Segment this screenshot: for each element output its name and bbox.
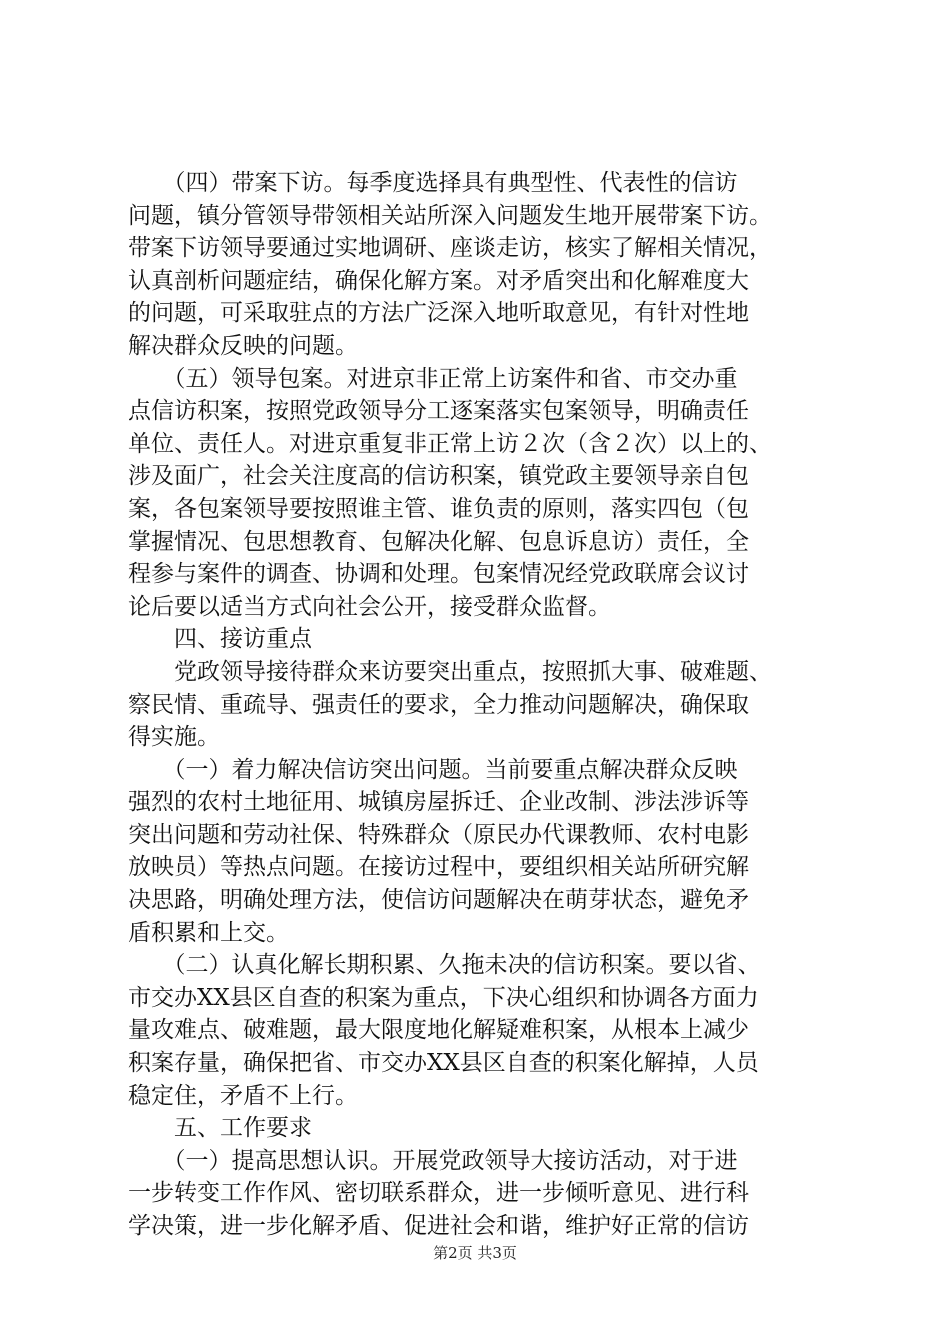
- text-line: 得实施。: [128, 724, 220, 751]
- text-line: 一步转变工作作风、密切联系群众，进一步倾听意见、进行科: [128, 1180, 749, 1207]
- text-line: 程参与案件的调查、协调和处理。包案情况经党政联席会议讨: [128, 561, 749, 588]
- text-line: 点信访积案，按照党政领导分工逐案落实包案领导，明确责任: [128, 398, 749, 425]
- section-heading: 五、工作要求: [128, 1115, 312, 1142]
- text-line: 积案存量，确保把省、市交办XX县区自查的积案化解掉，人员: [128, 1050, 759, 1077]
- page-number: 第2页 共3页: [433, 1244, 517, 1262]
- document-body: [128, 167, 828, 1243]
- text-line: 放映员）等热点问题。在接访过程中，要组织相关站所研究解: [128, 854, 749, 881]
- text-line: （四）带案下访。每季度选择具有典型性、代表性的信访: [128, 170, 738, 196]
- text-line: 党政领导接待群众来访要突出重点，按照抓大事、破难题、: [128, 658, 772, 685]
- text-line: 突出问题和劳动社保、特殊群众（原民办代课教师、农村电影: [128, 821, 749, 848]
- text-line: 量攻难点、破难题，最大限度地化解疑难积案，从根本上减少: [128, 1017, 749, 1044]
- text-line: （二）认真化解长期积累、久拖未决的信访积案。要以省、: [128, 952, 761, 979]
- text-line: 盾积累和上交。: [128, 919, 289, 946]
- text-line: 单位、责任人。对进京重复非正常上访２次（含２次）以上的、: [128, 430, 772, 457]
- text-line: 涉及面广，社会关注度高的信访积案，镇党政主要领导亲自包: [128, 463, 749, 490]
- text-line: 强烈的农村土地征用、城镇房屋拆迁、企业改制、涉法涉诉等: [128, 789, 749, 816]
- text-line: （一）提高思想认识。开展党政领导大接访活动，对于进: [128, 1147, 738, 1174]
- text-line: 问题，镇分管领导带领相关站所深入问题发生地开展带案下访。: [128, 202, 772, 229]
- text-line: 掌握情况、包思想教育、包解决化解、包息诉息访）责任，全: [128, 528, 749, 555]
- text-line: 察民情、重疏导、强责任的要求，全力推动问题解决，确保取: [128, 691, 749, 718]
- section-heading: 四、接访重点: [128, 626, 312, 653]
- text-line: 案，各包案领导要按照谁主管、谁负责的原则，落实四包（包: [128, 495, 749, 522]
- text-line: 解决群众反映的问题。: [128, 332, 358, 359]
- text-line: 认真剖析问题症结，确保化解方案。对矛盾突出和化解难度大: [128, 267, 749, 294]
- text-line: 市交办XX县区自查的积案为重点，下决心组织和协调各方面力: [128, 984, 759, 1011]
- page-footer: [0, 1243, 950, 1263]
- text-line: 论后要以适当方式向社会公开，接受群众监督。: [128, 593, 611, 620]
- text-line: 带案下访领导要通过实地调研、座谈走访，核实了解相关情况，: [128, 235, 772, 262]
- text-line: 的问题，可采取驻点的方法广泛深入地听取意见，有针对性地: [128, 300, 749, 327]
- text-line: （一）着力解决信访突出问题。当前要重点解决群众反映: [128, 756, 738, 783]
- text-line: 稳定住，矛盾不上行。: [128, 1082, 358, 1109]
- text-line: （五）领导包案。对进京非正常上访案件和省、市交办重: [128, 365, 738, 392]
- text-line: 学决策，进一步化解矛盾、促进社会和谐，维护好正常的信访: [128, 1213, 749, 1239]
- text-line: 决思路，明确处理方法，使信访问题解决在萌芽状态，避免矛: [128, 887, 749, 914]
